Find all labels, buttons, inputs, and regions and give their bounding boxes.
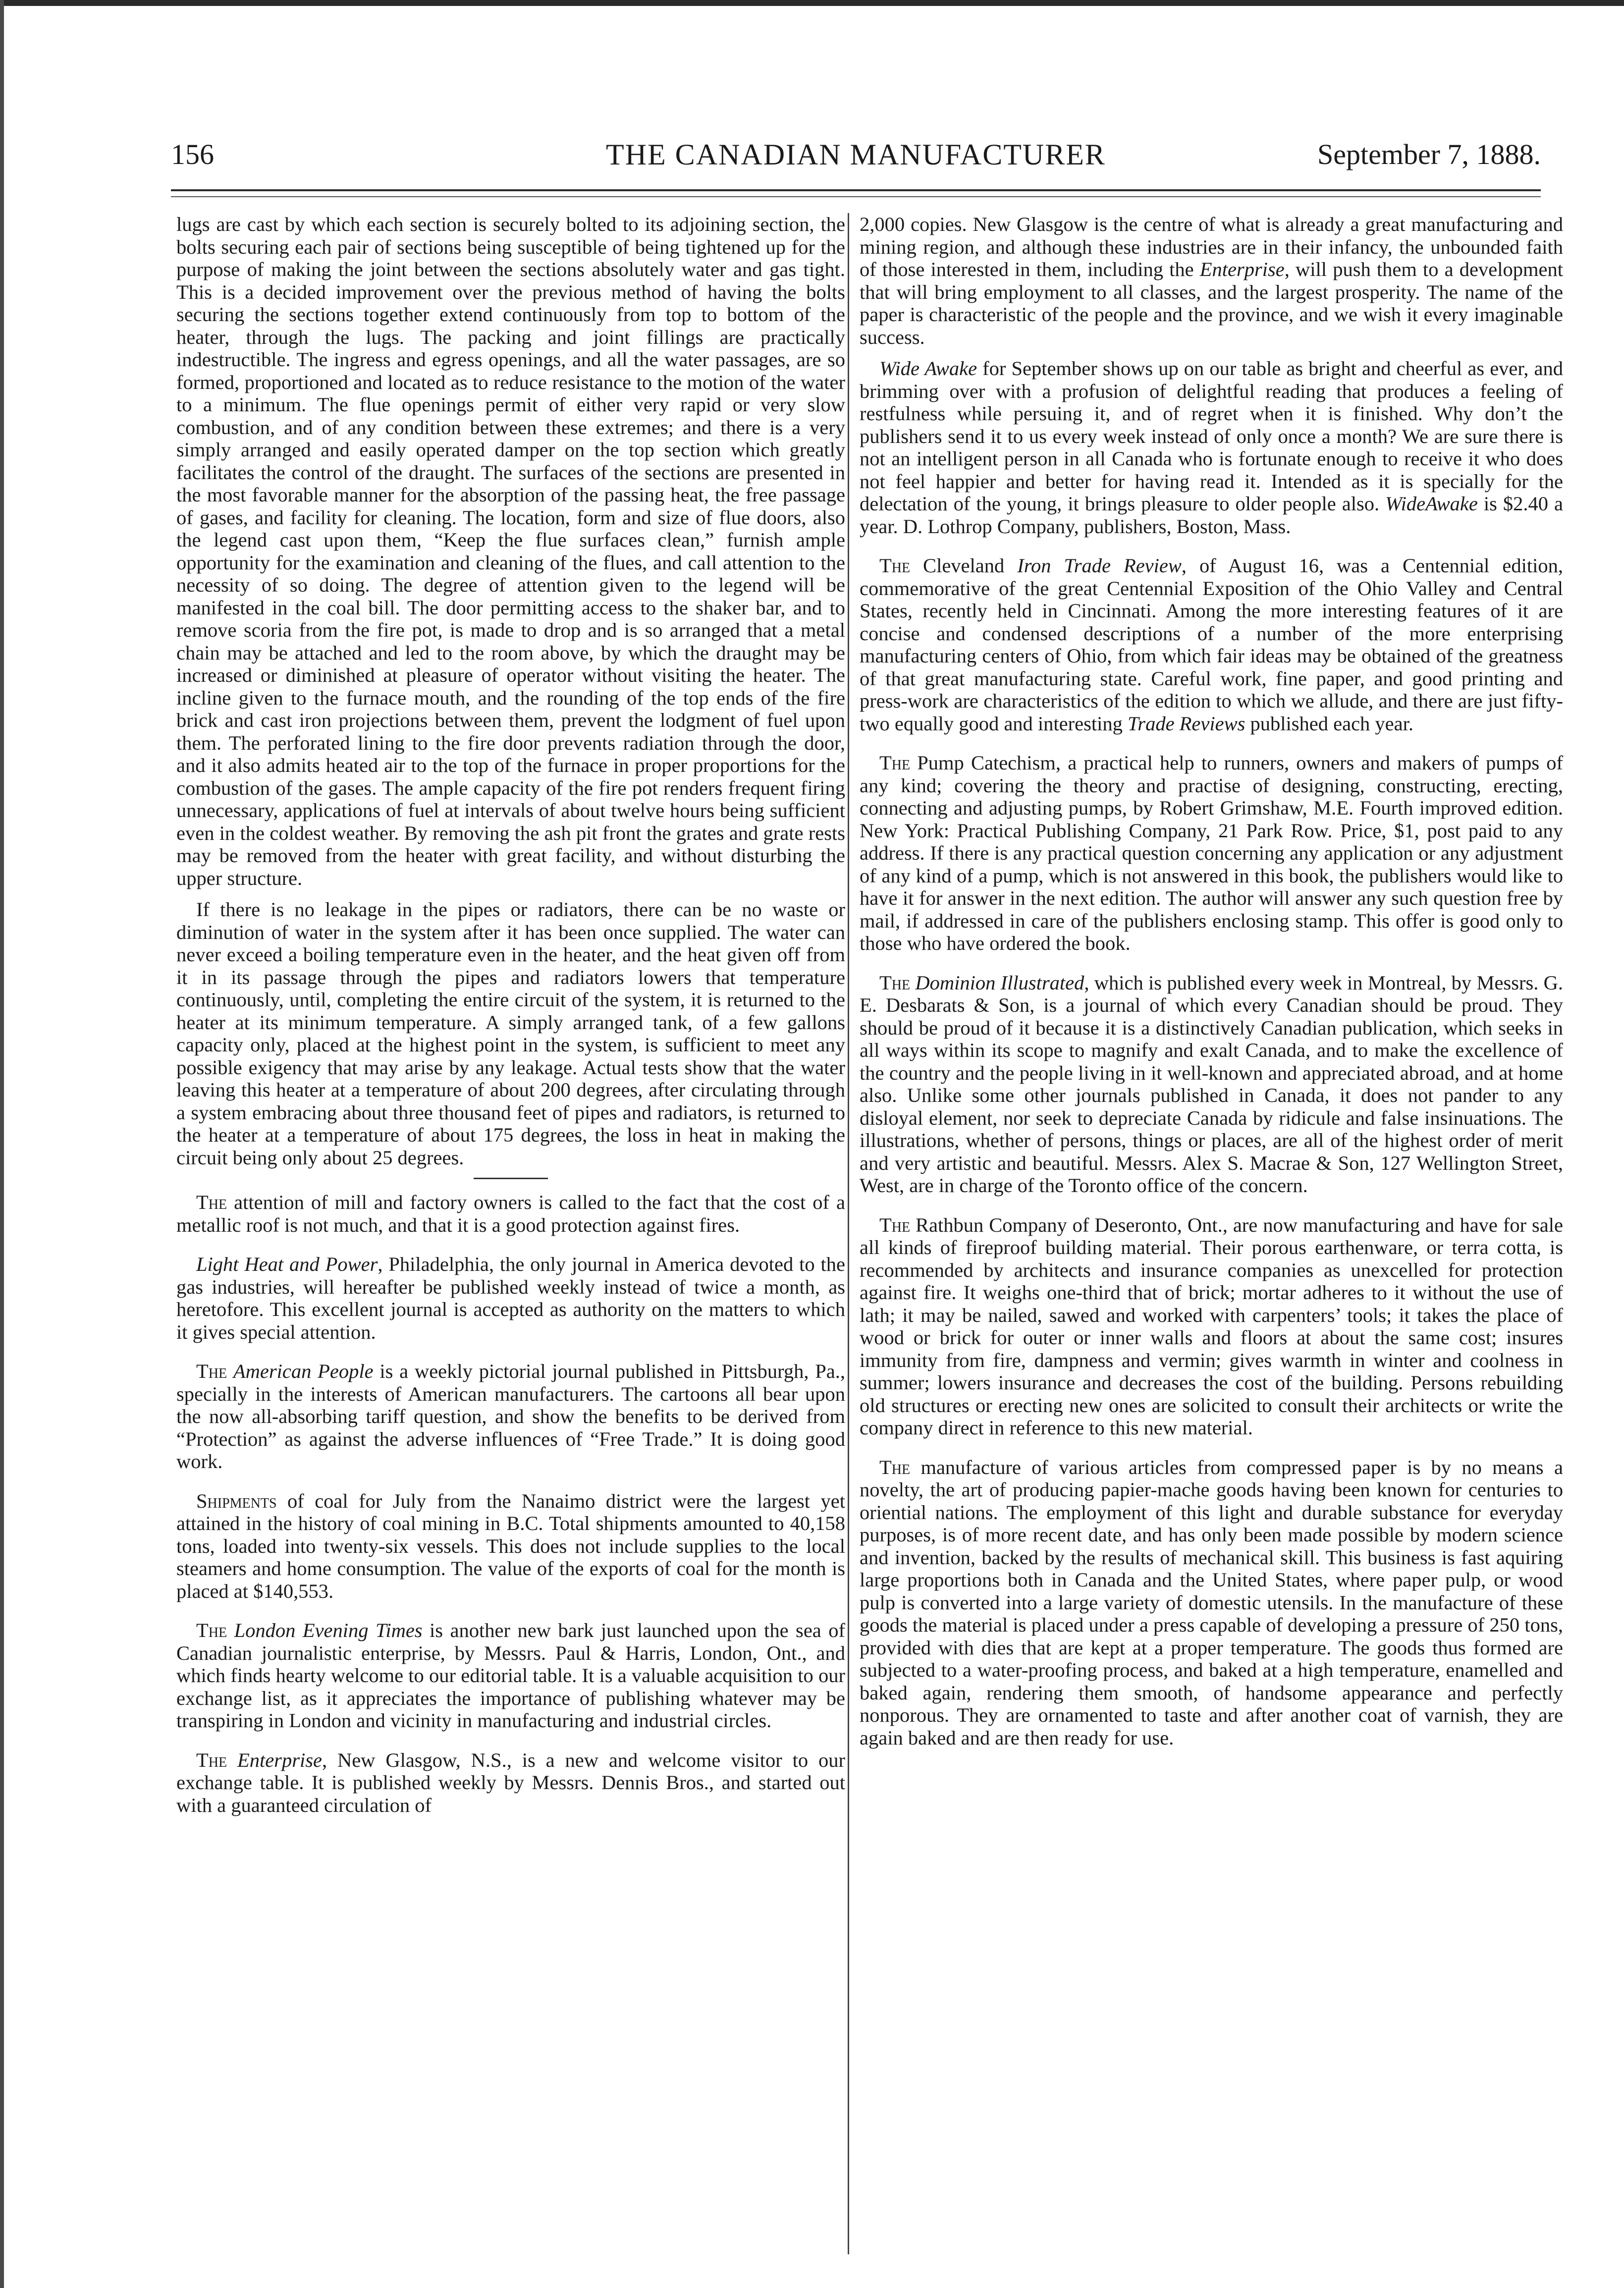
header-rule — [171, 189, 1541, 191]
publication-title: Wide Awake — [879, 357, 977, 380]
lead-word: The — [879, 1456, 911, 1478]
issue-date: September 7, 1888. — [1317, 138, 1541, 170]
journal-title: THE CANADIAN MANUFACTURER — [606, 138, 1106, 171]
publication-title: Trade Reviews — [1128, 712, 1245, 735]
paragraph-text: manufacture of various articles from compressed paper is by no means a novelty, the art of producing papier-mache goods having been known for centuries to oriential nations. The employment of this light and durable substance for everyday purposes, is of more recent date, and has only been made possible by modern science and invention, backed by the results of mechanical skill. This business is fast aquiring large proportions both in Canada and the United States, where paper pulp, or wood pulp is converted into a large variety of domestic utensils. In the manufacture of these goods the material is placed under a press capable of developing a pressure of 250 tons, provided with dies that are kept at a proper temperature. The goods thus formed are subjected to a water-proofing process, and baked at a high temperature, enamelled and baked again, rendering them smooth, of handsome appearance and perfectly nonporous. They are ornamented to taste and after another coat of varnish, they are again baked and are then ready for use. — [860, 1456, 1563, 1749]
left-page-edge — [0, 0, 4, 2288]
section-separator — [474, 1178, 548, 1179]
paragraph-text: is another new bark just launched upon the sea of Canadian journalistic enterprise, by Messrs. Paul & Harris, London, Ont., and which finds hearty welcome to our editorial table. It is a valuable acquisition to our exchange list, as it appreciates the importance of publishing whatever may be transpiring in London and vicinity in manufacturing and industrial circles. — [176, 1619, 845, 1732]
paragraph-text: , Philadelphia, the only journal in America devoted to the gas industries, will hereafter be published weekly instead of twice a month, as heretofore. This excellent journal is accepted as authority on the matters to which it gives special attention. — [176, 1253, 845, 1343]
paragraph-text: Rathbun Company of Deseronto, Ont., are now manufacturing and have for sale all kinds of fireproof building material. Their porous earthenware, or terra cotta, is recommended by architects and insurance companies as unexcelled for protection against fire. It weighs one-third that of brick; mortar adheres to it without the use of lath; it may be nailed, sawed and worked with carpenters’ tools; it takes the place of wood or brick for outer or inner walls and floors at about the same cost; insures immunity from fire, dampness and vermin; gives warmth in winter and coolness in summer; lowers insurance and decreases the cost of the building. Persons rebuilding old structures or erecting new ones are solicited to consult their architects or write the company direct in reference to this new material. — [860, 1213, 1563, 1439]
news-item — [176, 1360, 845, 1473]
right-column — [860, 213, 1563, 2254]
news-item — [860, 554, 1563, 735]
paragraph-text: is $2.40 a year. D. Lothrop Company, publishers, Boston, Mass. — [860, 492, 1563, 538]
news-item — [860, 357, 1563, 538]
lead-word: The — [879, 554, 911, 577]
paragraph-text: of coal for July from the Nanaimo district were the largest yet attained in the history of coal mining in B.C. Total shipments amounted to 40,158 tons, loaded into twenty-six vessels. This does not include supplies to the local steamers and home consumption. The value of the exports of coal for the month is placed at $140,553. — [176, 1489, 845, 1602]
publication-title: Enterprise — [237, 1748, 322, 1771]
paragraph-text: If there is no leakage in the pipes or radiators, there can be no waste or diminution of water in the system after it has been once supplied. The water can never exceed a boiling temperature even in the heater, and the heat given off from it in its passage through the pipes and radiators lowers that temperature continuously, until, completing the entire circuit of the system, it is returned to the heater at its minimum temperature. A simply arranged tank, of a few gallons capacity only, placed at the highest point in the system, is sufficient to meet any possible exigency that may arise by any leakage. Actual tests show that the water leaving this heater at a temperature of about 200 degrees, after circulating through a system embracing about three thousand feet of pipes and radiators, is returned to the heater at a temperature of about 175 degrees, the loss in heat in making the circuit being only about 25 degrees. — [176, 898, 845, 1169]
page-number: 156 — [171, 138, 214, 170]
paragraph-text: attention of mill and factory owners is called to the fact that the cost of a metallic roof is not much, and that it is a good protection against fires. — [176, 1191, 845, 1236]
news-item — [176, 1619, 845, 1732]
article-paragraph — [176, 213, 845, 889]
publication-title: American People — [233, 1360, 374, 1382]
publication-title: London Evening Times — [234, 1619, 423, 1641]
news-item — [176, 1191, 845, 1236]
news-item — [860, 1214, 1563, 1439]
news-item — [176, 1749, 845, 1817]
news-item — [860, 972, 1563, 1197]
paragraph-text: for September shows up on our table as bright and cheerful as ever, and brimming over with a profusion of delightful reading that produces a feeling of restfulness while persuing it, and of regret when it is finished. Why don’t the publishers send it to us every week instead of only once a month? We are sure there is not an intelligent person in all Canada who is fortunate enough to receive it who does not feel happier and better for having read it. Intended as it is specially for the delectation of the young, it brings pleasure to older people also. — [860, 357, 1563, 515]
header-rule-thin — [171, 196, 1541, 197]
lead-word: The — [196, 1360, 227, 1382]
column-divider — [848, 213, 849, 2254]
paragraph-text: Pump Catechism, a practical help to runners, owners and makers of pumps of any kind; covering the theory and practise of designing, constructing, erecting, connecting and adjusting pumps, by Robert Grimshaw, M.E. Fourth improved edition. New York: Practical Publishing Company, 21 Park Row. Price, $1, post paid to any address. If there is any practical question concerning any application or any adjustment of any kind of a pump, which is not answered in this book, the publishers would like to have it for answer in the next edition. The author will answer any such question free by mail, if addressed in care of the publishers enclosing stamp. This offer is good only to those who have ordered the book. — [860, 752, 1563, 954]
lead-word: The — [196, 1619, 227, 1641]
paragraph-text: , will push them to a development that will bring employment to all classes, and the largest prosperity. The name of the paper is characteristic of the people and the province, and we wish it every imaginable success. — [860, 258, 1563, 348]
news-item — [860, 213, 1563, 348]
paragraph-text: published each year. — [1245, 712, 1413, 735]
lead-word: The — [196, 1191, 227, 1213]
paragraph-text: Cleveland — [910, 554, 1018, 577]
publication-title: WideAwake — [1385, 492, 1478, 515]
paragraph-text: is a weekly pictorial journal published in Pittsburgh, Pa., specially in the interests of American manufacturers. The cartoons all bear upon the now all-absorbing tariff question, and show the benefits to be derived from “Protection” as against the adverse influences of “Free Trade.” It is doing good work. — [176, 1360, 845, 1472]
lead-word: The — [879, 752, 911, 774]
lead-word: The — [879, 971, 911, 994]
top-border — [0, 0, 1624, 6]
news-item — [176, 1490, 845, 1603]
news-item — [860, 1456, 1563, 1749]
news-item — [176, 1253, 845, 1343]
publication-title: Light Heat and Power — [196, 1253, 378, 1275]
paragraph-text: lugs are cast by which each section is securely bolted to its adjoining section, the bolts securing each pair of sections being susceptible of being tightened up for the purpose of making the joint between the sections absolutely water and gas tight. This is a decided improvement over the previous method of having the bolts securing the sections together extend continuously from top to bottom of the heater, through the lugs. The packing and joint fillings are practically indestructible. The ingress and egress openings, and all the water passages, are so formed, proportioned and located as to reduce resistance to the motion of the water to a minimum. The flue openings permit of either very rapid or very slow combustion, and of any condition between these extremes; and there is a very simply arranged and easily operated damper on the top section which greatly facilitates the control of the draught. The surfaces of the sections are presented in the most favorable manner for the absorption of the passing heat, the free passage of gases, and facility for cleaning. The location, form and size of flue doors, also the legend cast upon them, “Keep the flue surfaces clean,” furnish ample opportunity for the examination and cleaning of the flues, and call attention to the necessity of so doing. The degree of attention given to the legend will be manifested in the coal bill. The door permitting access to the shaker bar, and to remove scoria from the fire pot, is made to drop and is so arranged that a metal chain may be attached and led to the room above, by which the draught may be increased or diminished at pleasure of operator without visiting the heater. The incline given to the furnace mouth, and the rounding of the top ends of the fire brick and cast iron projections between them, prevent the lodgment of fuel upon them. The perforated lining to the fire door prevents radiation through the door, and it also admits heated air to the top of the furnace in proper proportions for the combustion of the gases. The ample capacity of the fire pot renders frequent firing unnecessary, applications of fuel at intervals of about twelve hours being sufficient even in the coldest weather. By removing the ash pit front the grates and grate rests may be removed from the heater with great facility, and without disturbing the upper structure. — [176, 213, 845, 889]
publication-title: Enterprise — [1199, 258, 1285, 280]
publication-title: Iron Trade Review — [1017, 554, 1182, 577]
left-column — [176, 213, 845, 2254]
page-header — [171, 138, 1541, 182]
paragraph-text: , which is published every week in Montreal, by Messrs. G. E. Desbarats & Son, is a journal of which every Canadian should be proud. They should be proud of it because it is a distinctively Canadian publication, which seeks in all ways within its scope to magnify and exalt Canada, and to make the excellence of the country and the people living in it well-known and appreciated abroad, and at home also. Unlike some other journals published in Canada, it does not pander to any disloyal element, nor seek to depreciate Canada by ridicule and false insinuations. The illustrations, whether of persons, things or places, are all of the highest order of merit and very artistic and beautiful. Messrs. Alex S. Macrae & Son, 127 Wellington Street, West, are in charge of the Toronto office of the concern. — [860, 971, 1563, 1197]
lead-word: The — [879, 1213, 911, 1236]
publication-title: Dominion Illustrated — [915, 971, 1084, 994]
paragraph-text: , of August 16, was a Centennial edition, commemorative of the great Centennial Exposition of the Ohio Valley and Central States, recently held in Cincinnati. Among the more interesting features of it are concise and condensed descriptions of a number of the more enterprising manufacturing centers of Ohio, from which fair ideas may be obtained of the greatness of that great manufacturing state. Careful work, fine paper, and good printing and press-work are characteristics of the edition to which we allude, and there are just fifty-two equally good and interesting — [860, 554, 1563, 735]
paragraph-text: , New Glasgow, N.S., is a new and welcome visitor to our exchange table. It is published weekly by Messrs. Dennis Bros., and started out with a guaranteed circulation of — [176, 1748, 845, 1816]
paragraph-text: 2,000 copies. New Glasgow is the centre of what is already a great manufacturing and mining region, and although these industries are in their infancy, the unbounded faith of those interested in them, including the — [860, 213, 1563, 280]
lead-word: The — [196, 1748, 227, 1771]
lead-word: Shipments — [196, 1489, 277, 1512]
article-paragraph — [176, 898, 845, 1169]
news-item — [860, 752, 1563, 955]
